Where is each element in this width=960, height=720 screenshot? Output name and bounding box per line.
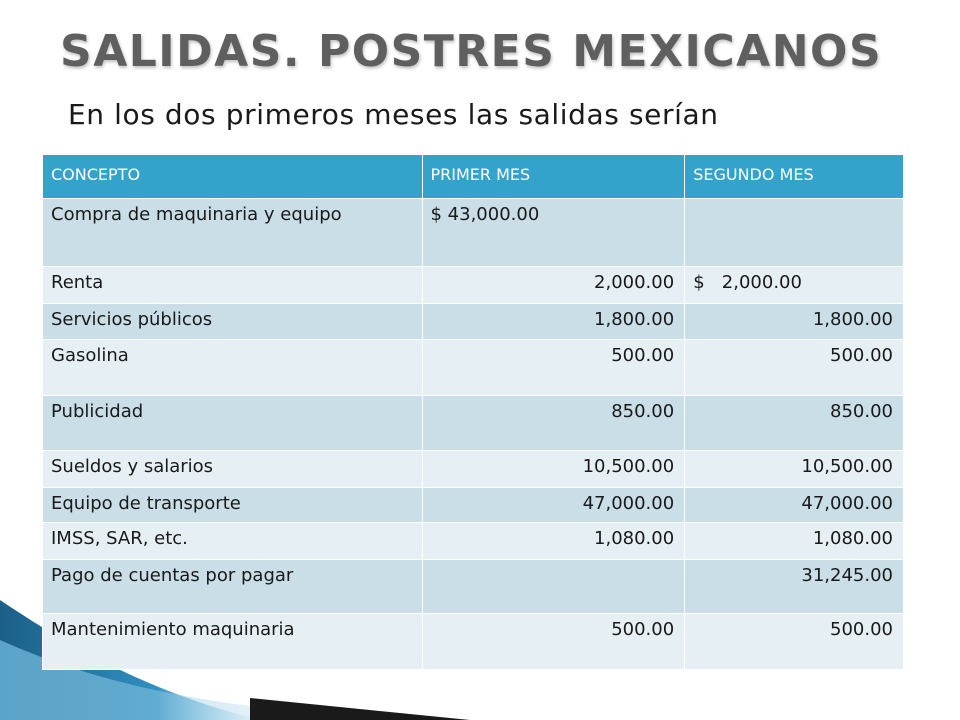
cell-primer-mes: 1,080.00 <box>422 523 685 560</box>
header-concepto: CONCEPTO <box>43 155 423 199</box>
cell-segundo-mes: 1,800.00 <box>685 304 904 340</box>
cell-primer-mes: $ 43,000.00 <box>422 199 685 267</box>
table-row <box>43 340 904 396</box>
cell-primer-mes: 500.00 <box>422 614 685 670</box>
table-row <box>43 267 904 304</box>
table-row <box>43 614 904 670</box>
cell-segundo-mes: 1,080.00 <box>685 523 904 560</box>
cell-concepto: IMSS, SAR, etc. <box>43 523 423 560</box>
table-row <box>43 488 904 523</box>
expenses-table <box>42 154 904 670</box>
cell-primer-mes <box>422 560 685 614</box>
cell-concepto: Renta <box>43 267 423 304</box>
table-row <box>43 199 904 267</box>
cell-concepto: Servicios públicos <box>43 304 423 340</box>
table-row <box>43 451 904 488</box>
table-row <box>43 396 904 451</box>
cell-segundo-mes: 31,245.00 <box>685 560 904 614</box>
cell-segundo-mes <box>685 199 904 267</box>
cell-concepto: Sueldos y salarios <box>43 451 423 488</box>
cell-segundo-mes: 10,500.00 <box>685 451 904 488</box>
cell-concepto: Pago de cuentas por pagar <box>43 560 423 614</box>
table-header-row <box>43 155 904 199</box>
cell-primer-mes: 10,500.00 <box>422 451 685 488</box>
table-row <box>43 523 904 560</box>
cell-segundo-mes: $ 2,000.00 <box>685 267 904 304</box>
slide-subtitle: En los dos primeros meses las salidas serían <box>68 98 719 131</box>
cell-primer-mes: 2,000.00 <box>422 267 685 304</box>
cell-concepto: Mantenimiento maquinaria <box>43 614 423 670</box>
cell-primer-mes: 500.00 <box>422 340 685 396</box>
table-row <box>43 560 904 614</box>
cell-primer-mes: 47,000.00 <box>422 488 685 523</box>
cell-segundo-mes: 47,000.00 <box>685 488 904 523</box>
cell-segundo-mes: 850.00 <box>685 396 904 451</box>
cell-concepto: Compra de maquinaria y equipo <box>43 199 423 267</box>
cell-segundo-mes: 500.00 <box>685 614 904 670</box>
cell-concepto: Gasolina <box>43 340 423 396</box>
header-primer-mes: PRIMER MES <box>422 155 685 199</box>
cell-primer-mes: 1,800.00 <box>422 304 685 340</box>
cell-concepto: Equipo de transporte <box>43 488 423 523</box>
cell-concepto: Publicidad <box>43 396 423 451</box>
cell-segundo-mes: 500.00 <box>685 340 904 396</box>
header-segundo-mes: SEGUNDO MES <box>685 155 904 199</box>
slide-title: SALIDAS. POSTRES MEXICANOS <box>60 26 883 77</box>
table-row <box>43 304 904 340</box>
cell-primer-mes: 850.00 <box>422 396 685 451</box>
